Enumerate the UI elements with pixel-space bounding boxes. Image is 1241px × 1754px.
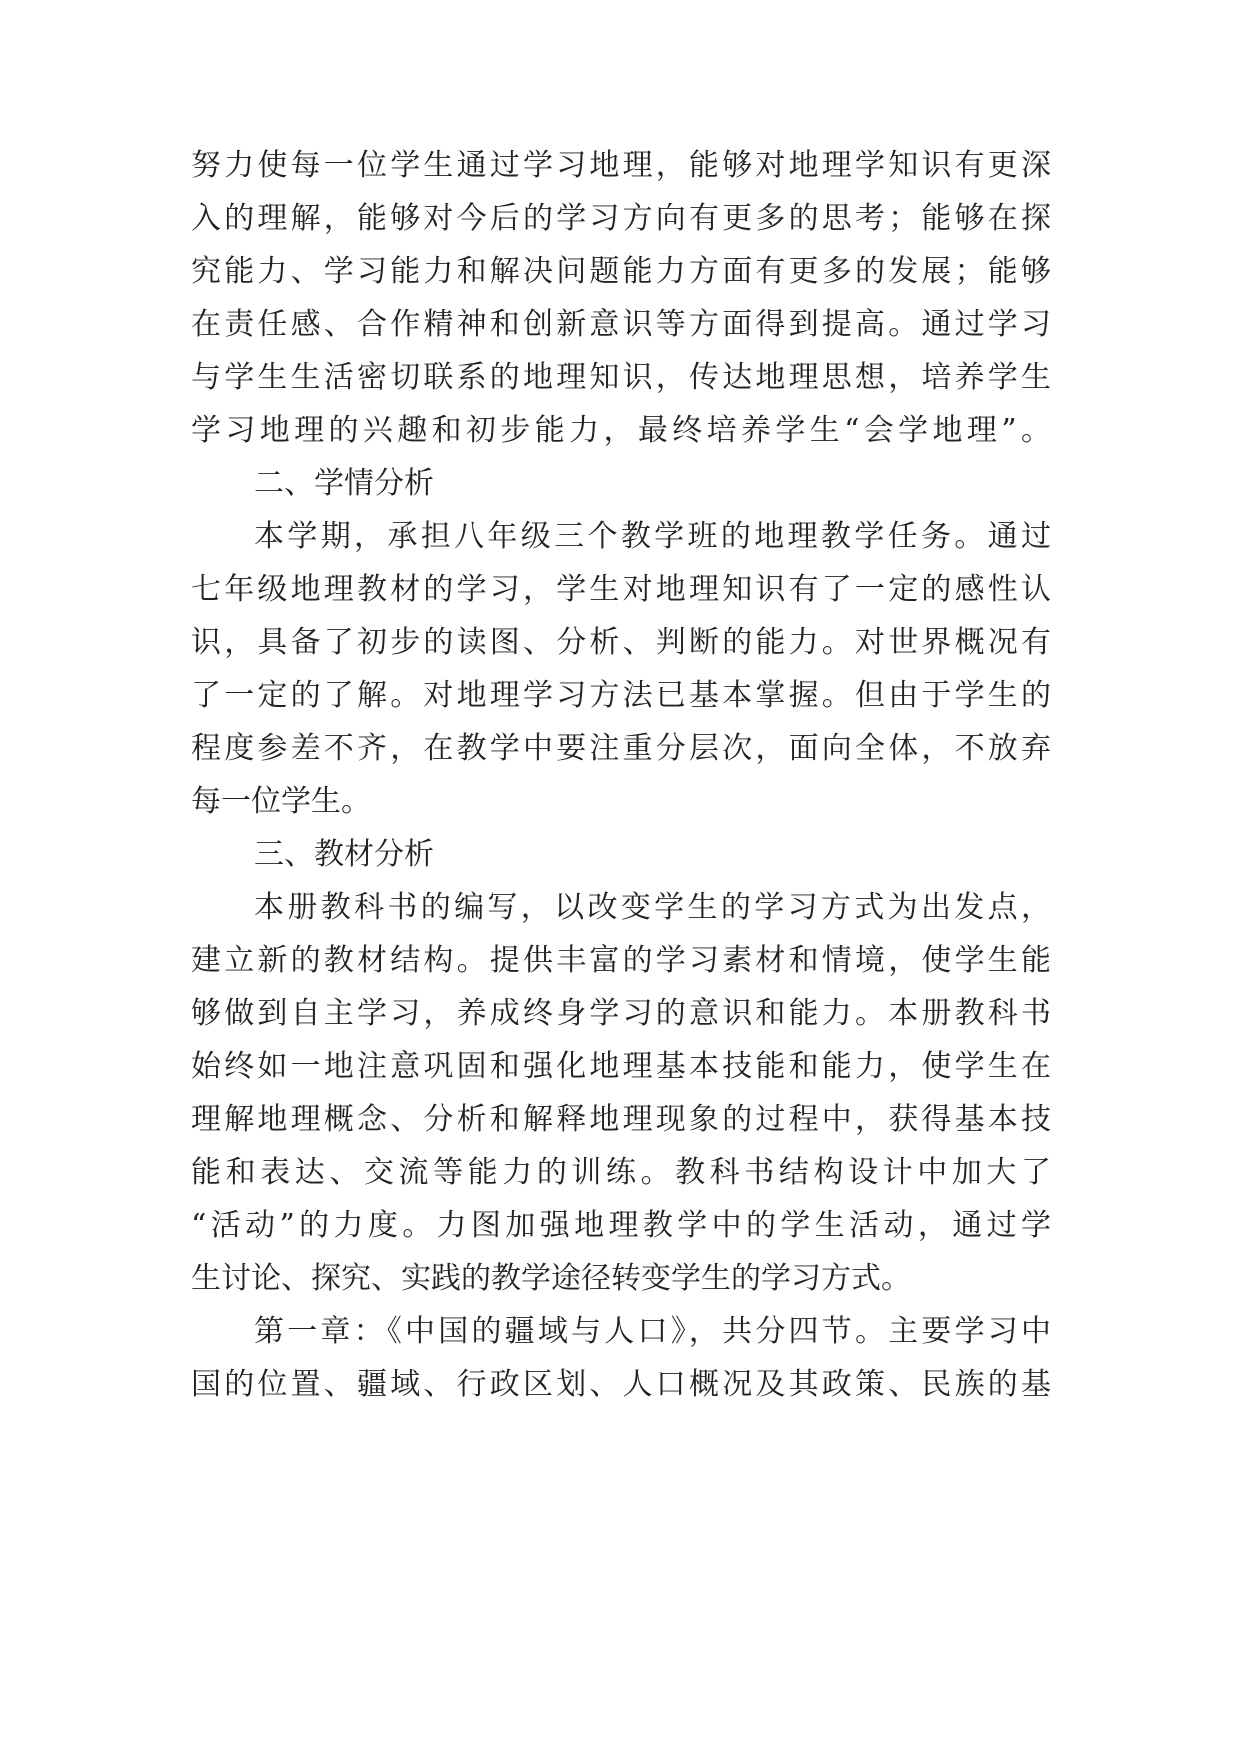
- paragraph-first-line: 第一章：《中国的疆域与人口》，共分四节。主要学习中: [254, 1314, 1051, 1349]
- text-line: “活动”的力度。力图加强地理教学中的学生活动，通过学: [191, 1208, 1051, 1243]
- text-line: 建立新的教材结构。提供丰富的学习素材和情境，使学生能: [191, 943, 1051, 978]
- text-line: 每一位学生。: [191, 784, 371, 819]
- text-line: 学习地理的兴趣和初步能力，最终培养学生“会学地理”。: [191, 413, 1051, 448]
- text-line: 与学生生活密切联系的地理知识，传达地理思想，培养学生: [191, 360, 1051, 395]
- text-line: 始终如一地注意巩固和强化地理基本技能和能力，使学生在: [191, 1049, 1051, 1084]
- text-line: 够做到自主学习，养成终身学习的意识和能力。本册教科书: [191, 996, 1051, 1031]
- text-line: 国的位置、疆域、行政区划、人口概况及其政策、民族的基: [191, 1367, 1051, 1402]
- text-line: 在责任感、合作精神和创新意识等方面得到提高。通过学习: [191, 307, 1051, 342]
- paragraph-first-line: 本册教科书的编写，以改变学生的学习方式为出发点，: [254, 890, 1051, 925]
- text-line: 七年级地理教材的学习，学生对地理知识有了一定的感性认: [191, 572, 1051, 607]
- text-line: 究能力、学习能力和解决问题能力方面有更多的发展；能够: [191, 254, 1051, 289]
- text-line: 理解地理概念、分析和解释地理现象的过程中，获得基本技: [191, 1102, 1051, 1137]
- text-line: 生讨论、探究、实践的教学途径转变学生的学习方式。: [191, 1261, 911, 1296]
- text-line: 了一定的了解。对地理学习方法已基本掌握。但由于学生的: [191, 678, 1051, 713]
- text-line: 入的理解，能够对今后的学习方向有更多的思考；能够在探: [191, 201, 1051, 236]
- section-heading: 三、教材分析: [254, 837, 434, 872]
- text-line: 能和表达、交流等能力的训练。教科书结构设计中加大了: [191, 1155, 1051, 1190]
- section-heading: 二、学情分析: [254, 466, 434, 501]
- text-line: 识，具备了初步的读图、分析、判断的能力。对世界概况有: [191, 625, 1051, 660]
- text-line: 程度参差不齐，在教学中要注重分层次，面向全体，不放弃: [191, 731, 1051, 766]
- text-line: 努力使每一位学生通过学习地理，能够对地理学知识有更深: [191, 148, 1051, 183]
- paragraph-first-line: 本学期，承担八年级三个教学班的地理教学任务。通过: [254, 519, 1051, 554]
